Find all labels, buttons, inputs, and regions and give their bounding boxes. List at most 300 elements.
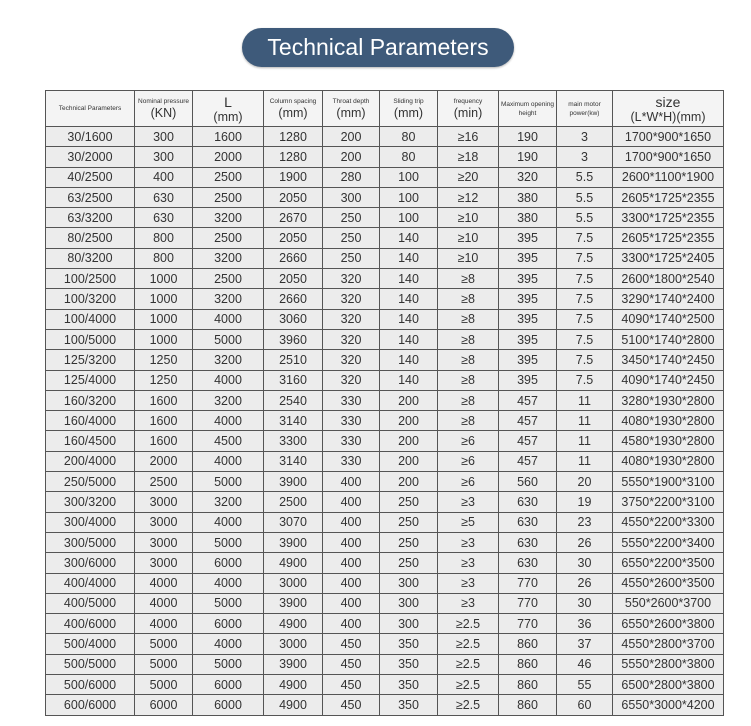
table-cell: 2510 <box>264 350 323 370</box>
table-cell: 11 <box>557 390 613 410</box>
table-cell: 5.5 <box>557 208 613 228</box>
table-cell: 3 <box>557 147 613 167</box>
column-header <box>264 91 323 127</box>
table-cell: 400 <box>135 167 193 187</box>
table-row <box>46 127 724 147</box>
table-cell: 2500 <box>193 228 264 248</box>
table-cell: 4090*1740*2500 <box>613 309 724 329</box>
table-cell: 395 <box>499 309 557 329</box>
table-cell: 400/6000 <box>46 614 135 634</box>
table-cell: 7.5 <box>557 248 613 268</box>
table-cell: 3060 <box>264 309 323 329</box>
table-cell: 100 <box>380 187 438 207</box>
table-cell: ≥2.5 <box>438 654 499 674</box>
table-cell: 5.5 <box>557 187 613 207</box>
table-cell: 80 <box>380 147 438 167</box>
table-cell: 300/3200 <box>46 492 135 512</box>
table-cell: 100 <box>380 208 438 228</box>
table-cell: 860 <box>499 675 557 695</box>
table-row <box>46 167 724 187</box>
table-cell: 400/5000 <box>46 593 135 613</box>
table-cell: 2605*1725*2355 <box>613 187 724 207</box>
table-cell: 320 <box>499 167 557 187</box>
table-cell: 860 <box>499 634 557 654</box>
table-cell: 4000 <box>135 593 193 613</box>
table-row <box>46 350 724 370</box>
table-cell: 26 <box>557 573 613 593</box>
table-cell: 250 <box>380 492 438 512</box>
table-cell: ≥12 <box>438 187 499 207</box>
header-label: main motor <box>568 100 601 108</box>
table-cell: 5.5 <box>557 167 613 187</box>
table-cell: 30/2000 <box>46 147 135 167</box>
table-cell: 250 <box>323 228 380 248</box>
table-cell: ≥5 <box>438 512 499 532</box>
table-cell: 4000 <box>193 573 264 593</box>
column-header <box>438 91 499 127</box>
table-cell: 4090*1740*2450 <box>613 370 724 390</box>
table-cell: 6550*2200*3500 <box>613 553 724 573</box>
table-cell: 2600*1800*2540 <box>613 269 724 289</box>
table-cell: 60 <box>557 695 613 715</box>
table-cell: 125/3200 <box>46 350 135 370</box>
table-cell: 200 <box>380 472 438 492</box>
table-cell: 2670 <box>264 208 323 228</box>
table-cell: 395 <box>499 370 557 390</box>
table-cell: 800 <box>135 228 193 248</box>
header-label: Column spacing <box>269 98 317 105</box>
table-cell: 400 <box>323 512 380 532</box>
table-cell: 3200 <box>193 248 264 268</box>
table-cell: 320 <box>323 350 380 370</box>
table-cell: 400 <box>323 532 380 552</box>
table-row <box>46 289 724 309</box>
table-cell: 36 <box>557 614 613 634</box>
table-cell: 4000 <box>193 512 264 532</box>
table-cell: 40/2500 <box>46 167 135 187</box>
table-cell: 300 <box>135 127 193 147</box>
table-cell: 2605*1725*2355 <box>613 228 724 248</box>
table-cell: 2660 <box>264 248 323 268</box>
table-cell: 140 <box>380 370 438 390</box>
table-cell: 395 <box>499 248 557 268</box>
table-cell: 320 <box>323 329 380 349</box>
table-cell: 300 <box>323 187 380 207</box>
table-cell: 500/4000 <box>46 634 135 654</box>
table-cell: 3000 <box>264 634 323 654</box>
table-cell: 100/5000 <box>46 329 135 349</box>
table-cell: 4900 <box>264 553 323 573</box>
table-cell: 1000 <box>135 269 193 289</box>
table-cell: 3000 <box>264 573 323 593</box>
table-cell: 63/3200 <box>46 208 135 228</box>
table-cell: 3280*1930*2800 <box>613 390 724 410</box>
header-label: Throat depth <box>332 98 370 105</box>
table-cell: 55 <box>557 675 613 695</box>
table-row <box>46 593 724 613</box>
table-row <box>46 512 724 532</box>
table-cell: 11 <box>557 431 613 451</box>
table-cell: 6000 <box>193 553 264 573</box>
table-cell: 2050 <box>264 187 323 207</box>
table-cell: 7.5 <box>557 329 613 349</box>
table-cell: 770 <box>499 593 557 613</box>
header-label: Sliding trip <box>393 98 424 105</box>
table-cell: ≥20 <box>438 167 499 187</box>
table-cell: 400 <box>323 573 380 593</box>
table-cell: 330 <box>323 431 380 451</box>
table-cell: 30 <box>557 553 613 573</box>
table-cell: 200 <box>380 411 438 431</box>
table-cell: 770 <box>499 573 557 593</box>
table-cell: 400 <box>323 553 380 573</box>
table-cell: ≥3 <box>438 492 499 512</box>
table-cell: 4080*1930*2800 <box>613 451 724 471</box>
table-cell: 3300*1725*2355 <box>613 208 724 228</box>
table-cell: 46 <box>557 654 613 674</box>
table-cell: 300 <box>380 614 438 634</box>
table-cell: 450 <box>323 695 380 715</box>
table-cell: 860 <box>499 654 557 674</box>
table-cell: 395 <box>499 350 557 370</box>
table-cell: 457 <box>499 451 557 471</box>
table-cell: 1900 <box>264 167 323 187</box>
table-cell: 2660 <box>264 289 323 309</box>
table-cell: 2540 <box>264 390 323 410</box>
table-cell: 7.5 <box>557 370 613 390</box>
table-cell: ≥2.5 <box>438 614 499 634</box>
table-cell: 200/4000 <box>46 451 135 471</box>
table-cell: 7.5 <box>557 309 613 329</box>
table-cell: 5100*1740*2800 <box>613 329 724 349</box>
header-row <box>46 91 724 127</box>
table-cell: ≥8 <box>438 289 499 309</box>
table-row <box>46 329 724 349</box>
header-label: size <box>655 93 681 110</box>
technical-parameters-table <box>45 90 724 716</box>
table-row <box>46 695 724 715</box>
table-cell: 380 <box>499 187 557 207</box>
table-cell: 2050 <box>264 269 323 289</box>
table-cell: 4900 <box>264 614 323 634</box>
table-cell: 3200 <box>193 208 264 228</box>
table-cell: ≥6 <box>438 431 499 451</box>
table-cell: 7.5 <box>557 350 613 370</box>
table-cell: 2500 <box>193 269 264 289</box>
table-cell: 320 <box>323 370 380 390</box>
table-cell: 19 <box>557 492 613 512</box>
table-cell: 3070 <box>264 512 323 532</box>
table-cell: 30/1600 <box>46 127 135 147</box>
table-cell: 140 <box>380 269 438 289</box>
table-cell: ≥8 <box>438 390 499 410</box>
table-cell: ≥8 <box>438 370 499 390</box>
table-cell: 4900 <box>264 695 323 715</box>
table-cell: 457 <box>499 390 557 410</box>
column-header <box>499 91 557 127</box>
table-cell: 6550*3000*4200 <box>613 695 724 715</box>
table-cell: 5000 <box>135 634 193 654</box>
table-cell: 350 <box>380 634 438 654</box>
table-cell: 300 <box>380 593 438 613</box>
table-cell: 1600 <box>193 127 264 147</box>
table-cell: 630 <box>135 187 193 207</box>
table-cell: 300 <box>135 147 193 167</box>
table-cell: 100/2500 <box>46 269 135 289</box>
table-row <box>46 675 724 695</box>
table-row <box>46 573 724 593</box>
table-cell: 11 <box>557 451 613 471</box>
table-cell: 500/5000 <box>46 654 135 674</box>
table-cell: 450 <box>323 634 380 654</box>
table-cell: 140 <box>380 350 438 370</box>
table-cell: 600/6000 <box>46 695 135 715</box>
table-cell: 3200 <box>193 289 264 309</box>
table-cell: 5000 <box>193 329 264 349</box>
table-cell: 5550*2200*3400 <box>613 532 724 552</box>
table-cell: 1250 <box>135 370 193 390</box>
table-cell: 250 <box>323 208 380 228</box>
table-cell: 140 <box>380 329 438 349</box>
table-row <box>46 147 724 167</box>
column-header <box>613 91 724 127</box>
table-cell: 1600 <box>135 431 193 451</box>
table-cell: 2500 <box>135 472 193 492</box>
table-cell: 395 <box>499 228 557 248</box>
table-cell: 560 <box>499 472 557 492</box>
table-cell: 400 <box>323 472 380 492</box>
table-cell: 630 <box>499 512 557 532</box>
table-cell: ≥6 <box>438 451 499 471</box>
table-cell: ≥8 <box>438 350 499 370</box>
table-cell: 7.5 <box>557 289 613 309</box>
table-cell: 23 <box>557 512 613 532</box>
table-cell: 1700*900*1650 <box>613 147 724 167</box>
table-cell: 630 <box>499 553 557 573</box>
table-cell: 140 <box>380 289 438 309</box>
table-cell: 200 <box>323 127 380 147</box>
table-cell: 5000 <box>193 532 264 552</box>
table-cell: 5000 <box>193 472 264 492</box>
header-label: Maximum opening height <box>500 100 555 117</box>
table-cell: 2000 <box>193 147 264 167</box>
table-cell: ≥3 <box>438 532 499 552</box>
table-cell: 630 <box>499 532 557 552</box>
table-cell: ≥16 <box>438 127 499 147</box>
table-cell: 5000 <box>193 654 264 674</box>
column-header <box>193 91 264 127</box>
table-cell: 1280 <box>264 127 323 147</box>
table-cell: 457 <box>499 431 557 451</box>
table-cell: 280 <box>323 167 380 187</box>
table-cell: 4000 <box>193 370 264 390</box>
table-cell: 395 <box>499 269 557 289</box>
table-cell: 3300*1725*2405 <box>613 248 724 268</box>
header-unit: (mm) <box>336 106 366 120</box>
table-cell: 4550*2600*3500 <box>613 573 724 593</box>
table-cell: 6000 <box>135 695 193 715</box>
table-cell: 3900 <box>264 654 323 674</box>
table-cell: 3200 <box>193 390 264 410</box>
table-cell: 860 <box>499 695 557 715</box>
header-label: Nominal pressure <box>138 98 189 105</box>
table-cell: 450 <box>323 675 380 695</box>
table-cell: 3160 <box>264 370 323 390</box>
column-header <box>135 91 193 127</box>
table-cell: 1000 <box>135 309 193 329</box>
table-cell: 2500 <box>264 492 323 512</box>
table-cell: 7.5 <box>557 269 613 289</box>
table-row <box>46 208 724 228</box>
table-cell: 30 <box>557 593 613 613</box>
table-cell: 300/5000 <box>46 532 135 552</box>
table-cell: 4580*1930*2800 <box>613 431 724 451</box>
table-cell: 80/2500 <box>46 228 135 248</box>
table-cell: 4000 <box>193 451 264 471</box>
table-cell: 3140 <box>264 411 323 431</box>
table-cell: 800 <box>135 248 193 268</box>
table-row <box>46 431 724 451</box>
table-cell: 140 <box>380 309 438 329</box>
table-row <box>46 248 724 268</box>
table-cell: 4000 <box>193 309 264 329</box>
table-cell: 3200 <box>193 492 264 512</box>
table-row <box>46 370 724 390</box>
table-row <box>46 228 724 248</box>
table-cell: 4550*2800*3700 <box>613 634 724 654</box>
header-label: frequency <box>453 98 483 105</box>
table-cell: 6500*2800*3800 <box>613 675 724 695</box>
table-row <box>46 492 724 512</box>
table-cell: 80 <box>380 127 438 147</box>
table-cell: 1600 <box>135 411 193 431</box>
table-row <box>46 472 724 492</box>
table-cell: 1000 <box>135 329 193 349</box>
table-cell: 6550*2600*3800 <box>613 614 724 634</box>
table-cell: 250 <box>380 512 438 532</box>
table-cell: 3900 <box>264 532 323 552</box>
table-cell: 200 <box>380 431 438 451</box>
column-header <box>557 91 613 127</box>
table-cell: ≥8 <box>438 329 499 349</box>
table-cell: 2050 <box>264 228 323 248</box>
header-unit: power(kw) <box>569 109 600 117</box>
table-cell: 3960 <box>264 329 323 349</box>
table-cell: 300/4000 <box>46 512 135 532</box>
table-cell: 3200 <box>193 350 264 370</box>
table-cell: 3 <box>557 127 613 147</box>
table-cell: ≥8 <box>438 269 499 289</box>
table-cell: 2000 <box>135 451 193 471</box>
header-unit: (mm) <box>278 106 308 120</box>
table-row <box>46 269 724 289</box>
table-cell: 320 <box>323 269 380 289</box>
table-cell: 4550*2200*3300 <box>613 512 724 532</box>
table-cell: 37 <box>557 634 613 654</box>
table-cell: 630 <box>499 492 557 512</box>
table-cell: 3300 <box>264 431 323 451</box>
table-cell: 5000 <box>135 654 193 674</box>
table-cell: 1700*900*1650 <box>613 127 724 147</box>
table-cell: 400 <box>323 492 380 512</box>
table-cell: ≥6 <box>438 472 499 492</box>
table-cell: 160/4000 <box>46 411 135 431</box>
section-title: Technical Parameters <box>242 28 514 67</box>
table-cell: 190 <box>499 127 557 147</box>
table-cell: 300/6000 <box>46 553 135 573</box>
table-cell: 2600*1100*1900 <box>613 167 724 187</box>
table-cell: 2500 <box>193 167 264 187</box>
table-cell: 100 <box>380 167 438 187</box>
table-cell: 190 <box>499 147 557 167</box>
table-cell: 250 <box>323 248 380 268</box>
table-cell: 200 <box>380 390 438 410</box>
table-cell: 5550*1900*3100 <box>613 472 724 492</box>
table-cell: ≥2.5 <box>438 634 499 654</box>
table-cell: 3000 <box>135 532 193 552</box>
table-cell: 3290*1740*2400 <box>613 289 724 309</box>
table-cell: 320 <box>323 289 380 309</box>
table-cell: ≥8 <box>438 411 499 431</box>
table-cell: 395 <box>499 289 557 309</box>
table-cell: ≥3 <box>438 593 499 613</box>
header-unit: (mm) <box>393 106 424 120</box>
header-unit: (L*W*H)(mm) <box>630 109 706 124</box>
table-cell: ≥18 <box>438 147 499 167</box>
table-cell: 4080*1930*2800 <box>613 411 724 431</box>
table-cell: 80/3200 <box>46 248 135 268</box>
table-cell: 250 <box>380 553 438 573</box>
table-cell: 3000 <box>135 512 193 532</box>
table-cell: 3000 <box>135 492 193 512</box>
table-cell: 5000 <box>193 593 264 613</box>
table-cell: 3000 <box>135 553 193 573</box>
table-cell: 300 <box>380 573 438 593</box>
header-unit: (KN) <box>150 106 177 120</box>
header-label: L <box>224 93 232 110</box>
table-cell: 1250 <box>135 350 193 370</box>
table-cell: ≥3 <box>438 573 499 593</box>
table-row <box>46 614 724 634</box>
table-cell: ≥10 <box>438 228 499 248</box>
table-cell: 400 <box>323 614 380 634</box>
table-cell: 1000 <box>135 289 193 309</box>
table-row <box>46 654 724 674</box>
table-cell: 4000 <box>135 573 193 593</box>
table-cell: 4500 <box>193 431 264 451</box>
table-cell: 330 <box>323 451 380 471</box>
table-cell: 100/3200 <box>46 289 135 309</box>
table-cell: 5550*2800*3800 <box>613 654 724 674</box>
table-cell: 20 <box>557 472 613 492</box>
table-row <box>46 451 724 471</box>
table-row <box>46 187 724 207</box>
table-cell: 380 <box>499 208 557 228</box>
table-cell: 330 <box>323 390 380 410</box>
column-header <box>46 91 135 127</box>
table-row <box>46 309 724 329</box>
table-cell: 3140 <box>264 451 323 471</box>
table-cell: 4000 <box>135 614 193 634</box>
header-label: Technical Parameters <box>58 105 122 112</box>
table-cell: 63/2500 <box>46 187 135 207</box>
table-row <box>46 634 724 654</box>
table-cell: 330 <box>323 411 380 431</box>
table-cell: 3450*1740*2450 <box>613 350 724 370</box>
table-cell: 1600 <box>135 390 193 410</box>
table-cell: ≥3 <box>438 553 499 573</box>
table-cell: 6000 <box>193 695 264 715</box>
